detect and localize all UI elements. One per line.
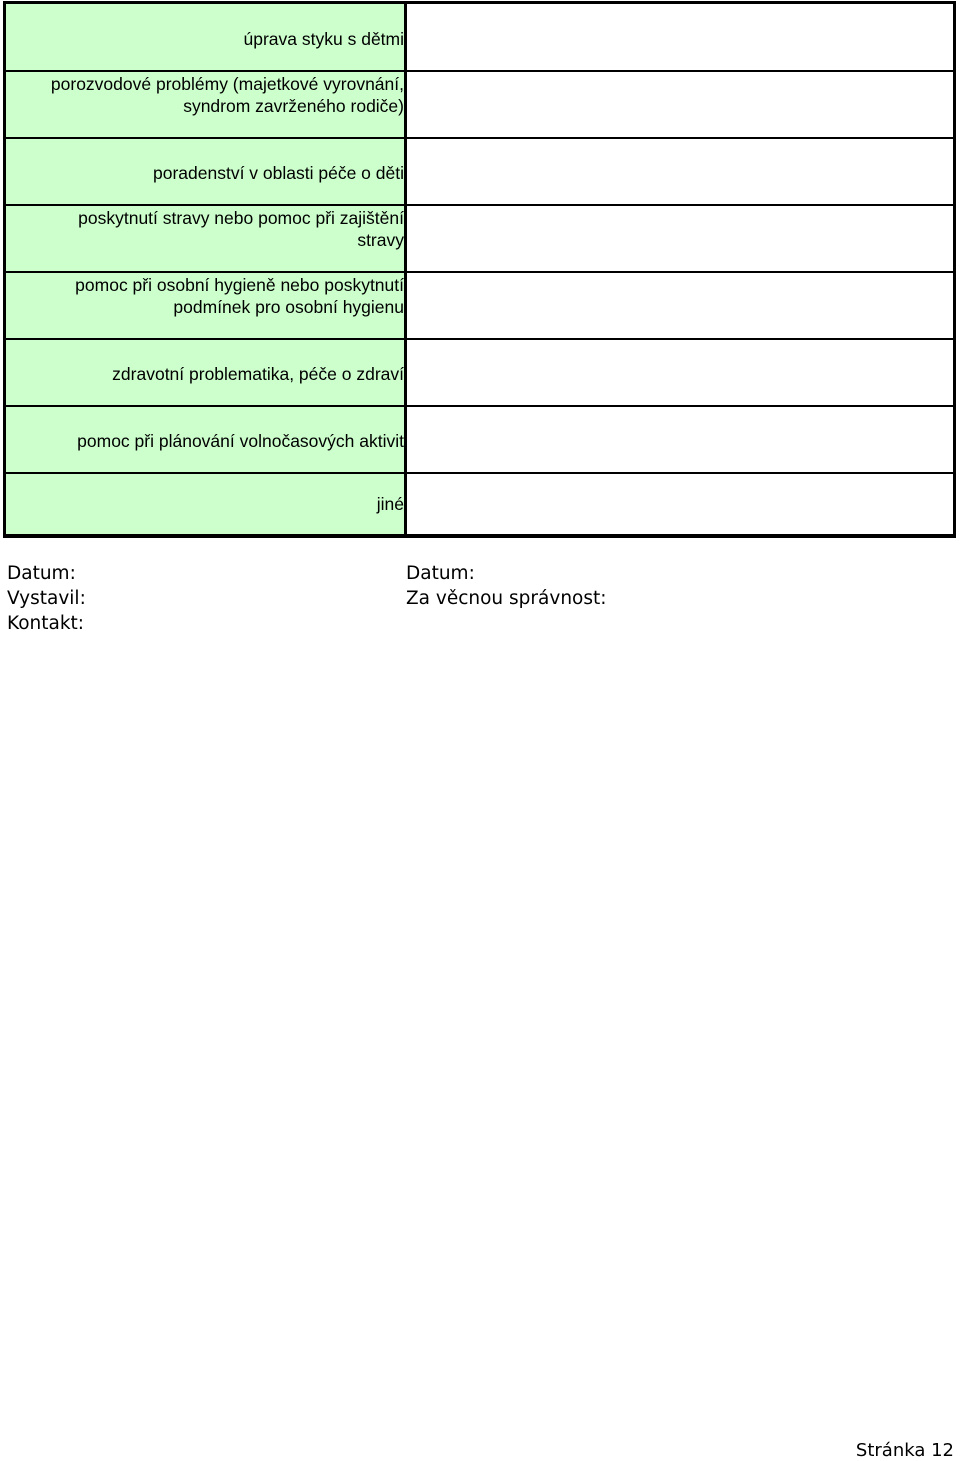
- services-table: [3, 1, 956, 538]
- row-label: zdravotní problematika, péče o zdraví: [6, 340, 407, 405]
- table-row: [6, 405, 953, 472]
- table-row: [6, 137, 953, 204]
- contact-label: Kontakt:: [7, 613, 85, 634]
- table-row: [6, 271, 953, 338]
- factual-correctness-label: Za věcnou správnost:: [406, 588, 607, 609]
- table-row: [6, 70, 953, 137]
- row-value-cell[interactable]: [407, 273, 953, 338]
- row-label: pomoc při osobní hygieně nebo poskytnutí podmínek pro osobní hygienu: [6, 273, 407, 338]
- table-row: [6, 338, 953, 405]
- row-label: jiné: [6, 474, 407, 534]
- row-label: úprava styku s dětmi: [6, 4, 407, 70]
- row-label: poskytnutí stravy nebo pomoc při zajištění stravy: [6, 206, 407, 271]
- row-value-cell[interactable]: [407, 72, 953, 137]
- table-row: [6, 472, 953, 534]
- issued-by-label: Vystavil:: [7, 588, 86, 609]
- row-value-cell[interactable]: [407, 139, 953, 204]
- date-label-left: Datum:: [7, 563, 76, 584]
- date-label-right: Datum:: [406, 563, 475, 584]
- table-row: [6, 204, 953, 271]
- row-value-cell[interactable]: [407, 340, 953, 405]
- table-row: [6, 4, 953, 70]
- row-label: porozvodové problémy (majetkové vyrovnání, syndrom zavrženého rodiče): [6, 72, 407, 137]
- row-label: poradenství v oblasti péče o děti: [6, 139, 407, 204]
- row-value-cell[interactable]: [407, 474, 953, 534]
- page-number: Stránka 12: [855, 1440, 954, 1461]
- row-value-cell[interactable]: [407, 4, 953, 70]
- row-value-cell[interactable]: [407, 206, 953, 271]
- row-value-cell[interactable]: [407, 407, 953, 472]
- row-label: pomoc při plánování volnočasových aktivit: [6, 407, 407, 472]
